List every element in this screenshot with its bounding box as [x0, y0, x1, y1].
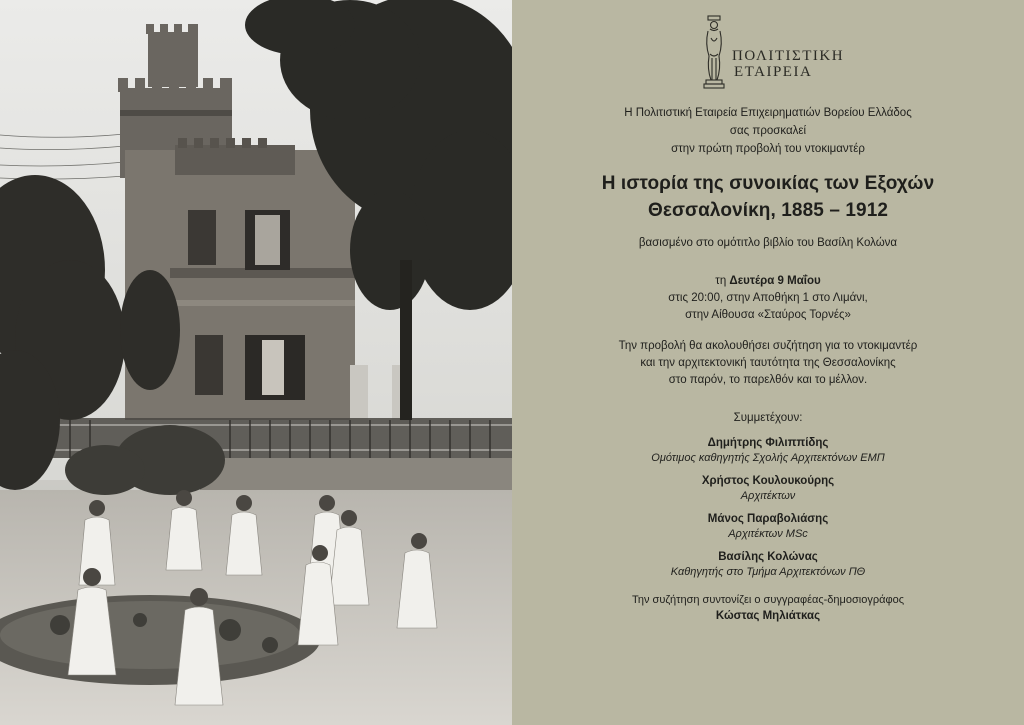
participant [512, 511, 1024, 542]
participant-role: Ομότιμος καθηγητής Σχολής Αρχιτεκτόνων ΕΜΠ [651, 452, 885, 464]
invitation-panel [512, 0, 1024, 725]
intro-text [512, 104, 1024, 158]
participant-name: Δημήτρης Φιλιππίδης [707, 437, 829, 449]
participant-role: Καθηγητής στο Τμήμα Αρχιτεκτόνων ΠΘ [670, 566, 866, 578]
event-date: Δευτέρα 9 Μαΐου [729, 275, 821, 287]
participant-role: Αρχιτέκτων [740, 490, 796, 502]
participant [512, 549, 1024, 580]
organization-logo [512, 10, 1024, 90]
participant-name: Χρήστος Κουλουκούρης [701, 475, 835, 487]
discussion-line-2: και την αρχιτεκτονική ταυτότητα της Θεσσαλονίκης [640, 357, 896, 369]
documentary-title [512, 170, 1024, 224]
logo-line-1: ΠΟΛΙΤΙΣΤΙΚΗ [732, 48, 845, 64]
based-on-text: βασισμένο στο ομότιτλο βιβλίο του Βασίλη Κολώνα [638, 237, 898, 249]
intro-line-1: Η Πολιτιστική Εταιρεία Επιχειρηματιών Βορείου Ελλάδος [624, 107, 912, 119]
discussion-line-3: στο παρόν, το παρελθόν και το μέλλον. [668, 374, 868, 386]
participant-role: Αρχιτέκτων MSc [728, 528, 808, 540]
title-line-1: Η ιστορία της συνοικίας των Εξοχών [601, 173, 935, 194]
event-date-line [512, 273, 1024, 290]
participant-name: Μάνος Παραβολιάσης [707, 513, 829, 525]
participants-list [512, 435, 1024, 580]
title-line-2: Θεσσαλονίκη, 1885 – 1912 [647, 200, 889, 221]
event-date-prefix: τη [715, 275, 730, 287]
moderator-text: Την συζήτηση συντονίζει ο συγγραφέας-δημοσιογράφος [631, 594, 905, 606]
participants-heading: Συμμετέχουν: [733, 412, 803, 424]
caryatid-statue-icon [699, 14, 729, 92]
event-time-place: στις 20:00, στην Αποθήκη 1 στο Λιμάνι, [668, 292, 868, 304]
participant-name: Βασίλης Κολώνας [718, 551, 818, 563]
event-hall: στην Αίθουσα «Σταύρος Τορνές» [685, 309, 851, 321]
discussion-line-1: Την προβολή θα ακολουθήσει συζήτηση για το ντοκιμαντέρ [618, 340, 918, 352]
participant [512, 473, 1024, 504]
intro-line-2: σας προσκαλεί [729, 125, 807, 137]
moderator-name: Κώστας Μηλιάτκας [715, 610, 821, 622]
logo-wordmark [732, 48, 844, 80]
intro-line-3: στην πρώτη προβολή του ντοκιμαντέρ [671, 143, 865, 155]
participant [512, 435, 1024, 466]
event-details [512, 273, 1024, 324]
logo-line-2: ΕΤΑΙΡΕΙΑ [734, 64, 813, 80]
discussion-text [512, 338, 1024, 389]
